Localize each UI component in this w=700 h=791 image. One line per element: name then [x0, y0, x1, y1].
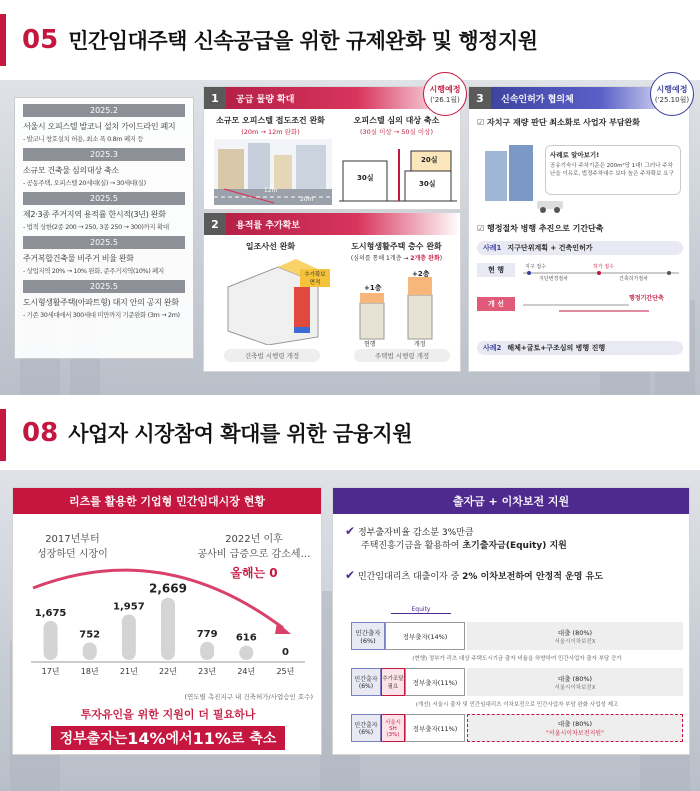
- detail-part: (심의를 통해 1개층 →: [350, 255, 411, 262]
- note-left-line2: 성장하던 시장이: [37, 549, 108, 560]
- chart-category-label: 24년: [237, 667, 256, 676]
- section-title: 민간임대주택 신속공급을 위한 규제완화 및 행정지원: [68, 29, 538, 53]
- chart-bar: [83, 642, 97, 660]
- check-icon: ☑: [477, 224, 485, 233]
- item-text: 자치구 재량 판단 최소화로 사업자 부담완화: [486, 118, 640, 127]
- row2-extra: 추가조달 필요: [381, 668, 405, 696]
- case2-bar: [477, 341, 683, 355]
- now-label: 현행: [364, 341, 376, 348]
- chart-category-label: 23년: [198, 667, 217, 676]
- timeline-main: 서울시 오피스텔 발코니 설치 가이드라인 폐지: [23, 122, 176, 131]
- card-title: 용적률 추가확보: [236, 220, 300, 231]
- bullet-2: [345, 568, 603, 582]
- timeline-item: [23, 192, 185, 231]
- timeline-main: 주거복합건축물 비주거 비율 완화: [23, 254, 134, 263]
- chart-value-label: 779: [196, 628, 218, 640]
- section-bar: [0, 14, 6, 66]
- bubble-title: 사례로 알아보기!: [550, 151, 600, 159]
- subtitle: 도시형생활주택 층수 완화: [351, 242, 442, 251]
- schedule-badge: [423, 72, 467, 116]
- section-number: 08: [22, 417, 59, 448]
- row1-note: (현행) 정부가 리츠 대상 주택도시기금 출자 비율을 하향하여 민간사업자 출자 부담 증가: [412, 656, 622, 662]
- stage-d: 건축허가절차: [619, 276, 648, 282]
- room-label-20: 20실: [421, 156, 438, 164]
- timeline-sub: - 상업지역 20% → 10% 완화, 준주거지역(10%) 폐지: [23, 267, 164, 275]
- building-illustration: [479, 141, 539, 205]
- loan-note: 서울시이차보전X: [554, 638, 596, 645]
- card-header: [204, 87, 460, 109]
- room-label-30b: 30실: [419, 180, 436, 188]
- item-check-1: [477, 117, 640, 128]
- chart-bar: [122, 614, 136, 660]
- card-number: 3: [469, 87, 491, 109]
- note-left: [37, 530, 108, 560]
- row1-gov: 정부출자(14%): [385, 622, 465, 650]
- card-number: 2: [204, 213, 226, 235]
- timeline-main: 제2·3종 주거지역 용적률 한시적(3년) 완화: [23, 210, 166, 219]
- case2-text: 해체+굴토+구조심의 병행 진행: [507, 344, 606, 352]
- footer-num: 11%: [192, 728, 231, 748]
- footer-part: 로 축소: [230, 731, 277, 747]
- chart-value-label: 1,957: [113, 601, 145, 613]
- timeline-sub: - 발코니 창호설치 허용, 최소 폭 0.8m 폐지 등: [23, 135, 144, 143]
- footer-part: 에서: [165, 731, 193, 747]
- equity-support-panel: [332, 487, 690, 755]
- card-floor-area: [203, 212, 461, 372]
- chart-category-label: 17년: [41, 667, 60, 676]
- extra-area-tag: 추가확보 면적: [300, 269, 330, 287]
- row1-loan: [467, 622, 683, 650]
- badge-label: 시행예정: [429, 84, 461, 94]
- chart-category-label: 18년: [80, 667, 99, 676]
- bullet-highlight: 초기출자금(Equity) 지원: [462, 541, 567, 551]
- row3-gov: 정부출자(11%): [405, 714, 465, 742]
- timeline-sub: - 법적 상한(2종 200 → 250, 3종 250 → 300)까지 확대: [23, 223, 169, 231]
- detail-highlight: 2개층 완화: [410, 255, 440, 262]
- chart-bar: [44, 621, 58, 660]
- caption: 주택법 시행령 개정: [354, 349, 450, 362]
- timeline-main: 도시형생활주택(아파트형) 대지 안의 공지 완화: [23, 298, 179, 307]
- chart-bar: [200, 642, 214, 660]
- row3-sh: 서울시 SH (3%): [381, 714, 405, 742]
- road-label-12: 12m: [264, 187, 278, 194]
- case1-text: 지구단위계획 + 건축인허가: [507, 244, 593, 252]
- car-icon: [535, 195, 565, 213]
- subtitle: 일조사선 완화: [245, 242, 296, 251]
- item-check-2: [477, 223, 604, 234]
- row-improve: 개 선: [477, 297, 515, 311]
- panel-title: 출자금 + 이차보전 지원: [333, 488, 689, 514]
- timeline-sub: - 공동주택, 오피스텔 20세대(실) → 30세대(실): [23, 179, 146, 187]
- road-label-20: 20m: [300, 196, 314, 203]
- parallel-label: 행정기간단축: [629, 295, 664, 302]
- bullet-1: [345, 524, 567, 551]
- check-icon: ✔: [345, 524, 356, 538]
- bullet-text: 정부출자비율 감소분 3%만큼: [357, 528, 474, 538]
- chart-value-label: 1,675: [34, 607, 67, 619]
- row2-private: 민간출자 (6%): [351, 668, 381, 696]
- check-icon: ☑: [477, 118, 485, 127]
- bullet-highlight: 2% 이차보전하여 안정적 운영 유도: [462, 572, 603, 582]
- caption: 건축법 시행령 개정: [224, 349, 320, 362]
- timeline-date: 2025.5: [23, 192, 185, 205]
- row2-note: (개선) 서울시 출자 및 민간임대리츠 이차보전으로 민간사업자 부담 완화 사업성 제고: [415, 702, 619, 708]
- bullet-part: 주택진흥기금을 활용하여: [361, 541, 463, 551]
- subtitle-detail: (30실 이상 → 50실 이상): [360, 128, 433, 136]
- bullet-part: 민간임대리츠 대출이자 중: [357, 572, 463, 582]
- chart-category-label: 21년: [119, 667, 138, 676]
- loan-note: "서울시이차보전지원": [546, 730, 604, 737]
- chart-source: (연도별 촉진지구 내 건축허가/사업승인 호수): [184, 693, 313, 701]
- revised-label: 개정: [414, 341, 426, 348]
- chart-category-label: 22년: [159, 667, 177, 676]
- chart-bar: [161, 598, 175, 660]
- item-text: 행정절차 병행 추진으로 기간단축: [486, 224, 604, 233]
- note-left-line1: 2017년부터: [45, 534, 100, 545]
- chart-value-label: 752: [79, 629, 101, 641]
- note-right-line3: 올해는 0: [230, 566, 278, 580]
- timeline-date: 2025.5: [23, 280, 185, 293]
- timeline-date: 2025.2: [23, 104, 185, 117]
- timeline-sub: - 기존 30세대에서 300세대 미만까지 기준완화 (3m → 2m): [23, 311, 180, 319]
- plus-two-label: +2층: [412, 270, 430, 278]
- card-supply-expansion: [203, 86, 461, 210]
- section-title: 사업자 시장참여 확대를 위한 금융지원: [68, 421, 413, 446]
- bullet-line2: [361, 538, 567, 551]
- loan-label: 대출 (80%): [557, 674, 593, 683]
- card-title: 공급 물량 확대: [236, 94, 295, 105]
- card-number: 1: [204, 87, 226, 109]
- subtitle: 오피스텔 심의 대상 축소: [353, 116, 440, 125]
- badge-date: ('25.10월): [654, 95, 690, 104]
- case1-bar: [477, 241, 683, 255]
- loan-note: 서울시이차보전X: [554, 684, 596, 691]
- stage-a: 지구 접수: [525, 264, 546, 270]
- section-08-header: [0, 395, 700, 470]
- schedule-badge: [650, 72, 694, 116]
- detail-part: ): [439, 255, 443, 262]
- case-bubble: [545, 145, 681, 195]
- loan-label: 대출 (80%): [557, 628, 593, 637]
- timeline-item: [23, 280, 185, 319]
- timeline-item: [23, 236, 185, 275]
- row3-private: 민간출자 (6%): [351, 714, 381, 742]
- market-bar-chart: [13, 568, 323, 688]
- subtitle: 소규모 오피스텔 접도조건 완화: [216, 116, 325, 125]
- timeline-main: 소규모 건축물 심의대상 축소: [23, 166, 119, 175]
- timeline-date: 2025.5: [23, 236, 185, 249]
- badge-date: ('26.1월): [430, 95, 460, 104]
- subtitle-detail: [334, 253, 459, 262]
- trend-curve: [33, 570, 283, 628]
- card-header: [204, 213, 460, 235]
- loan-label: 대출 (80%): [557, 720, 593, 728]
- card-title: 신속인허가 협의체: [501, 94, 574, 105]
- chart-value-label: 616: [235, 632, 257, 644]
- regulation-timeline: [14, 97, 194, 359]
- row1-private: 민간출자 (6%): [351, 622, 385, 650]
- panel-title: 리츠를 활용한 기업형 민간임대시장 현황: [13, 488, 321, 514]
- road-illustration: [214, 139, 332, 205]
- timeline-date: 2025.3: [23, 148, 185, 161]
- footer-part: 정부출자는: [59, 731, 128, 747]
- equity-label: Equity: [391, 606, 451, 614]
- room-label-30a: 30실: [357, 174, 374, 182]
- note-right-line2: 공사비 급증으로 감소세…: [197, 549, 311, 560]
- timeline-item: [23, 148, 185, 187]
- section-number: 05: [22, 25, 59, 55]
- row2-loan: [467, 668, 683, 696]
- section-bar: [0, 409, 6, 461]
- chart-category-label: 25년: [276, 667, 295, 676]
- case1-label: 사례1: [483, 244, 502, 252]
- row2-gov: 정부출자(11%): [405, 668, 465, 696]
- footer-line2: [51, 726, 285, 750]
- row-now: 현 행: [477, 263, 515, 277]
- section-05-header: [0, 0, 700, 80]
- chart-bar: [239, 646, 253, 660]
- badge-label: 시행예정: [656, 84, 688, 94]
- trend-arrowhead: [275, 622, 291, 634]
- plus-one-label: +1층: [364, 284, 382, 292]
- subtitle-detail: (20m → 12m 완화): [241, 128, 300, 136]
- row3-loan: [467, 714, 683, 742]
- stage-c: 허가 접수: [593, 264, 614, 270]
- check-icon: ✔: [345, 568, 356, 582]
- card-fast-permit: [468, 86, 690, 372]
- footer-num: 14%: [127, 728, 166, 748]
- stage-b: 지단변경절차: [539, 276, 568, 282]
- chart-value-label: 2,669: [149, 581, 187, 596]
- timeline-item: [23, 104, 185, 143]
- footer-line1: 투자유인을 위한 지원이 더 필요하나: [80, 708, 256, 721]
- note-right-line1: 2022년 이후: [225, 534, 283, 545]
- chart-value-label: 0: [281, 647, 289, 658]
- reits-market-panel: [12, 487, 322, 755]
- bubble-text: 공유기숙사 주차기준은 200m²당 1대! 그러나 주차난을 이유로, 법정주차대수 보다 높은 주차확보 요구: [550, 163, 674, 177]
- case2-label: 사례2: [483, 344, 502, 352]
